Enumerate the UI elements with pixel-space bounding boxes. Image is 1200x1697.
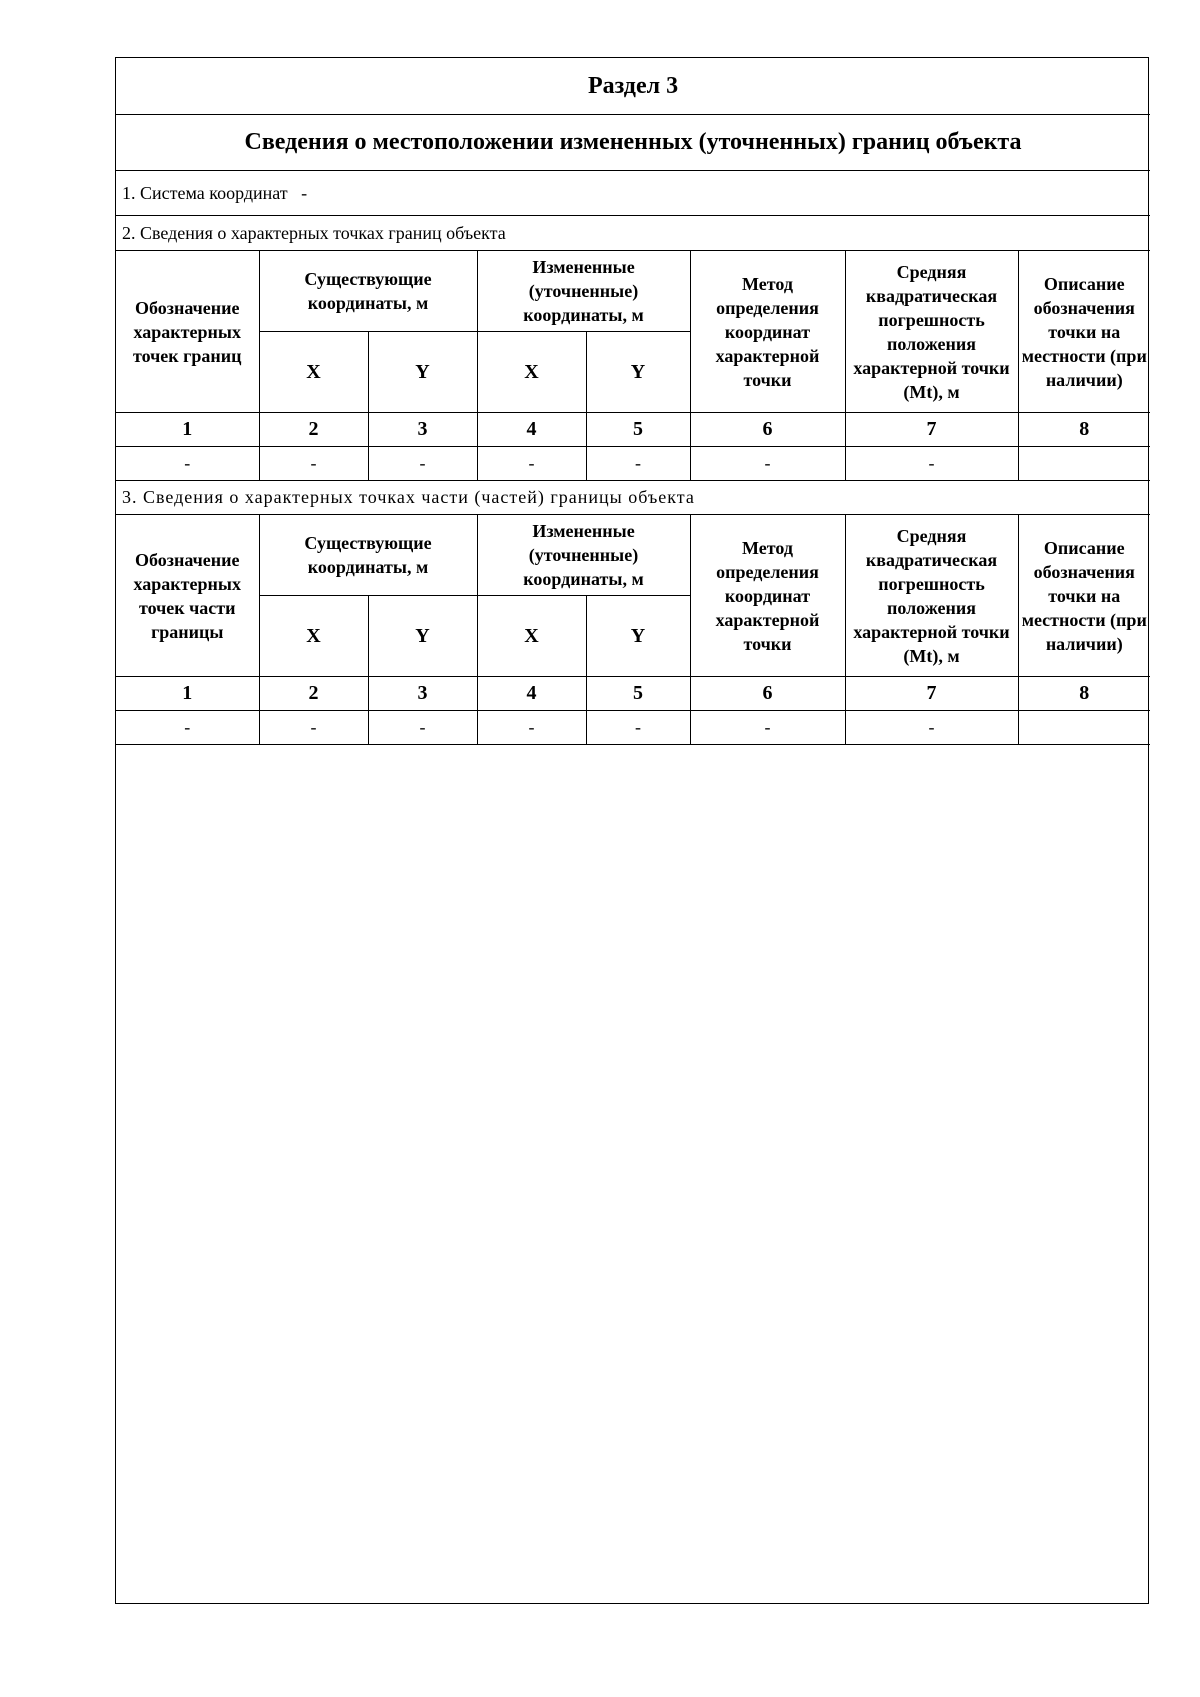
table2-caption: 3. Сведения о характерных точках части (частей) границы объекта <box>116 481 1150 515</box>
t1-header-y-changed: Y <box>586 332 690 413</box>
t1-header-description: Описание обозначения точки на местности (при наличии) <box>1018 251 1150 413</box>
t2-cell: - <box>259 711 368 745</box>
t1-header-existing: Существующие координаты, м <box>259 251 477 332</box>
coord-system-line <box>116 171 1150 216</box>
coord-system-label: 1. Система координат <box>122 182 288 203</box>
t1-cell <box>1018 447 1150 481</box>
t2-header-x-existing: X <box>259 596 368 677</box>
t2-cell: - <box>690 711 845 745</box>
t2-header-x-changed: X <box>477 596 586 677</box>
section-title: Раздел 3 <box>116 58 1150 115</box>
t2-header-method: Метод определения координат характерной точки <box>690 515 845 677</box>
document-table <box>116 58 1150 745</box>
t2-cell: - <box>368 711 477 745</box>
t2-cell: - <box>116 711 259 745</box>
t1-col-number: 1 <box>116 413 259 447</box>
t1-header-method: Метод определения координат характерной точки <box>690 251 845 413</box>
t1-header-x-existing: X <box>259 332 368 413</box>
t2-header-changed: Измененные (уточненные) координаты, м <box>477 515 690 596</box>
t2-header-designation: Обозначение характерных точек части границы <box>116 515 259 677</box>
t1-col-number: 5 <box>586 413 690 447</box>
t1-cell: - <box>845 447 1018 481</box>
t1-col-number: 6 <box>690 413 845 447</box>
t1-header-designation: Обозначение характерных точек границ <box>116 251 259 413</box>
t1-col-number: 2 <box>259 413 368 447</box>
t1-header-changed: Измененные (уточненные) координаты, м <box>477 251 690 332</box>
t1-header-x-changed: X <box>477 332 586 413</box>
t2-col-number: 8 <box>1018 677 1150 711</box>
t2-col-number: 5 <box>586 677 690 711</box>
t2-header-y-changed: Y <box>586 596 690 677</box>
t2-cell: - <box>477 711 586 745</box>
document-frame <box>115 57 1149 1604</box>
t2-col-number: 4 <box>477 677 586 711</box>
t2-header-y-existing: Y <box>368 596 477 677</box>
t2-cell: - <box>845 711 1018 745</box>
t1-col-number: 8 <box>1018 413 1150 447</box>
t1-col-number: 4 <box>477 413 586 447</box>
t2-header-existing: Существующие координаты, м <box>259 515 477 596</box>
t2-cell <box>1018 711 1150 745</box>
t1-col-number: 3 <box>368 413 477 447</box>
t1-header-y-existing: Y <box>368 332 477 413</box>
t2-col-number: 2 <box>259 677 368 711</box>
t1-cell: - <box>586 447 690 481</box>
t2-header-description: Описание обозначения точки на местности (при наличии) <box>1018 515 1150 677</box>
t2-col-number: 7 <box>845 677 1018 711</box>
t2-col-number: 3 <box>368 677 477 711</box>
t1-cell: - <box>477 447 586 481</box>
table1-caption: 2. Сведения о характерных точках границ объекта <box>116 216 1150 251</box>
t1-col-number: 7 <box>845 413 1018 447</box>
section-subtitle: Сведения о местоположении измененных (уточненных) границ объекта <box>116 115 1150 171</box>
coord-system-value: - <box>301 182 308 203</box>
t2-header-error: Средняя квадратическая погрешность положения характерной точки (Mt), м <box>845 515 1018 677</box>
t1-header-error: Средняя квадратическая погрешность положения характерной точки (Mt), м <box>845 251 1018 413</box>
t2-col-number: 6 <box>690 677 845 711</box>
t1-cell: - <box>259 447 368 481</box>
t1-cell: - <box>116 447 259 481</box>
t2-cell: - <box>586 711 690 745</box>
t1-cell: - <box>690 447 845 481</box>
t1-cell: - <box>368 447 477 481</box>
t2-col-number: 1 <box>116 677 259 711</box>
